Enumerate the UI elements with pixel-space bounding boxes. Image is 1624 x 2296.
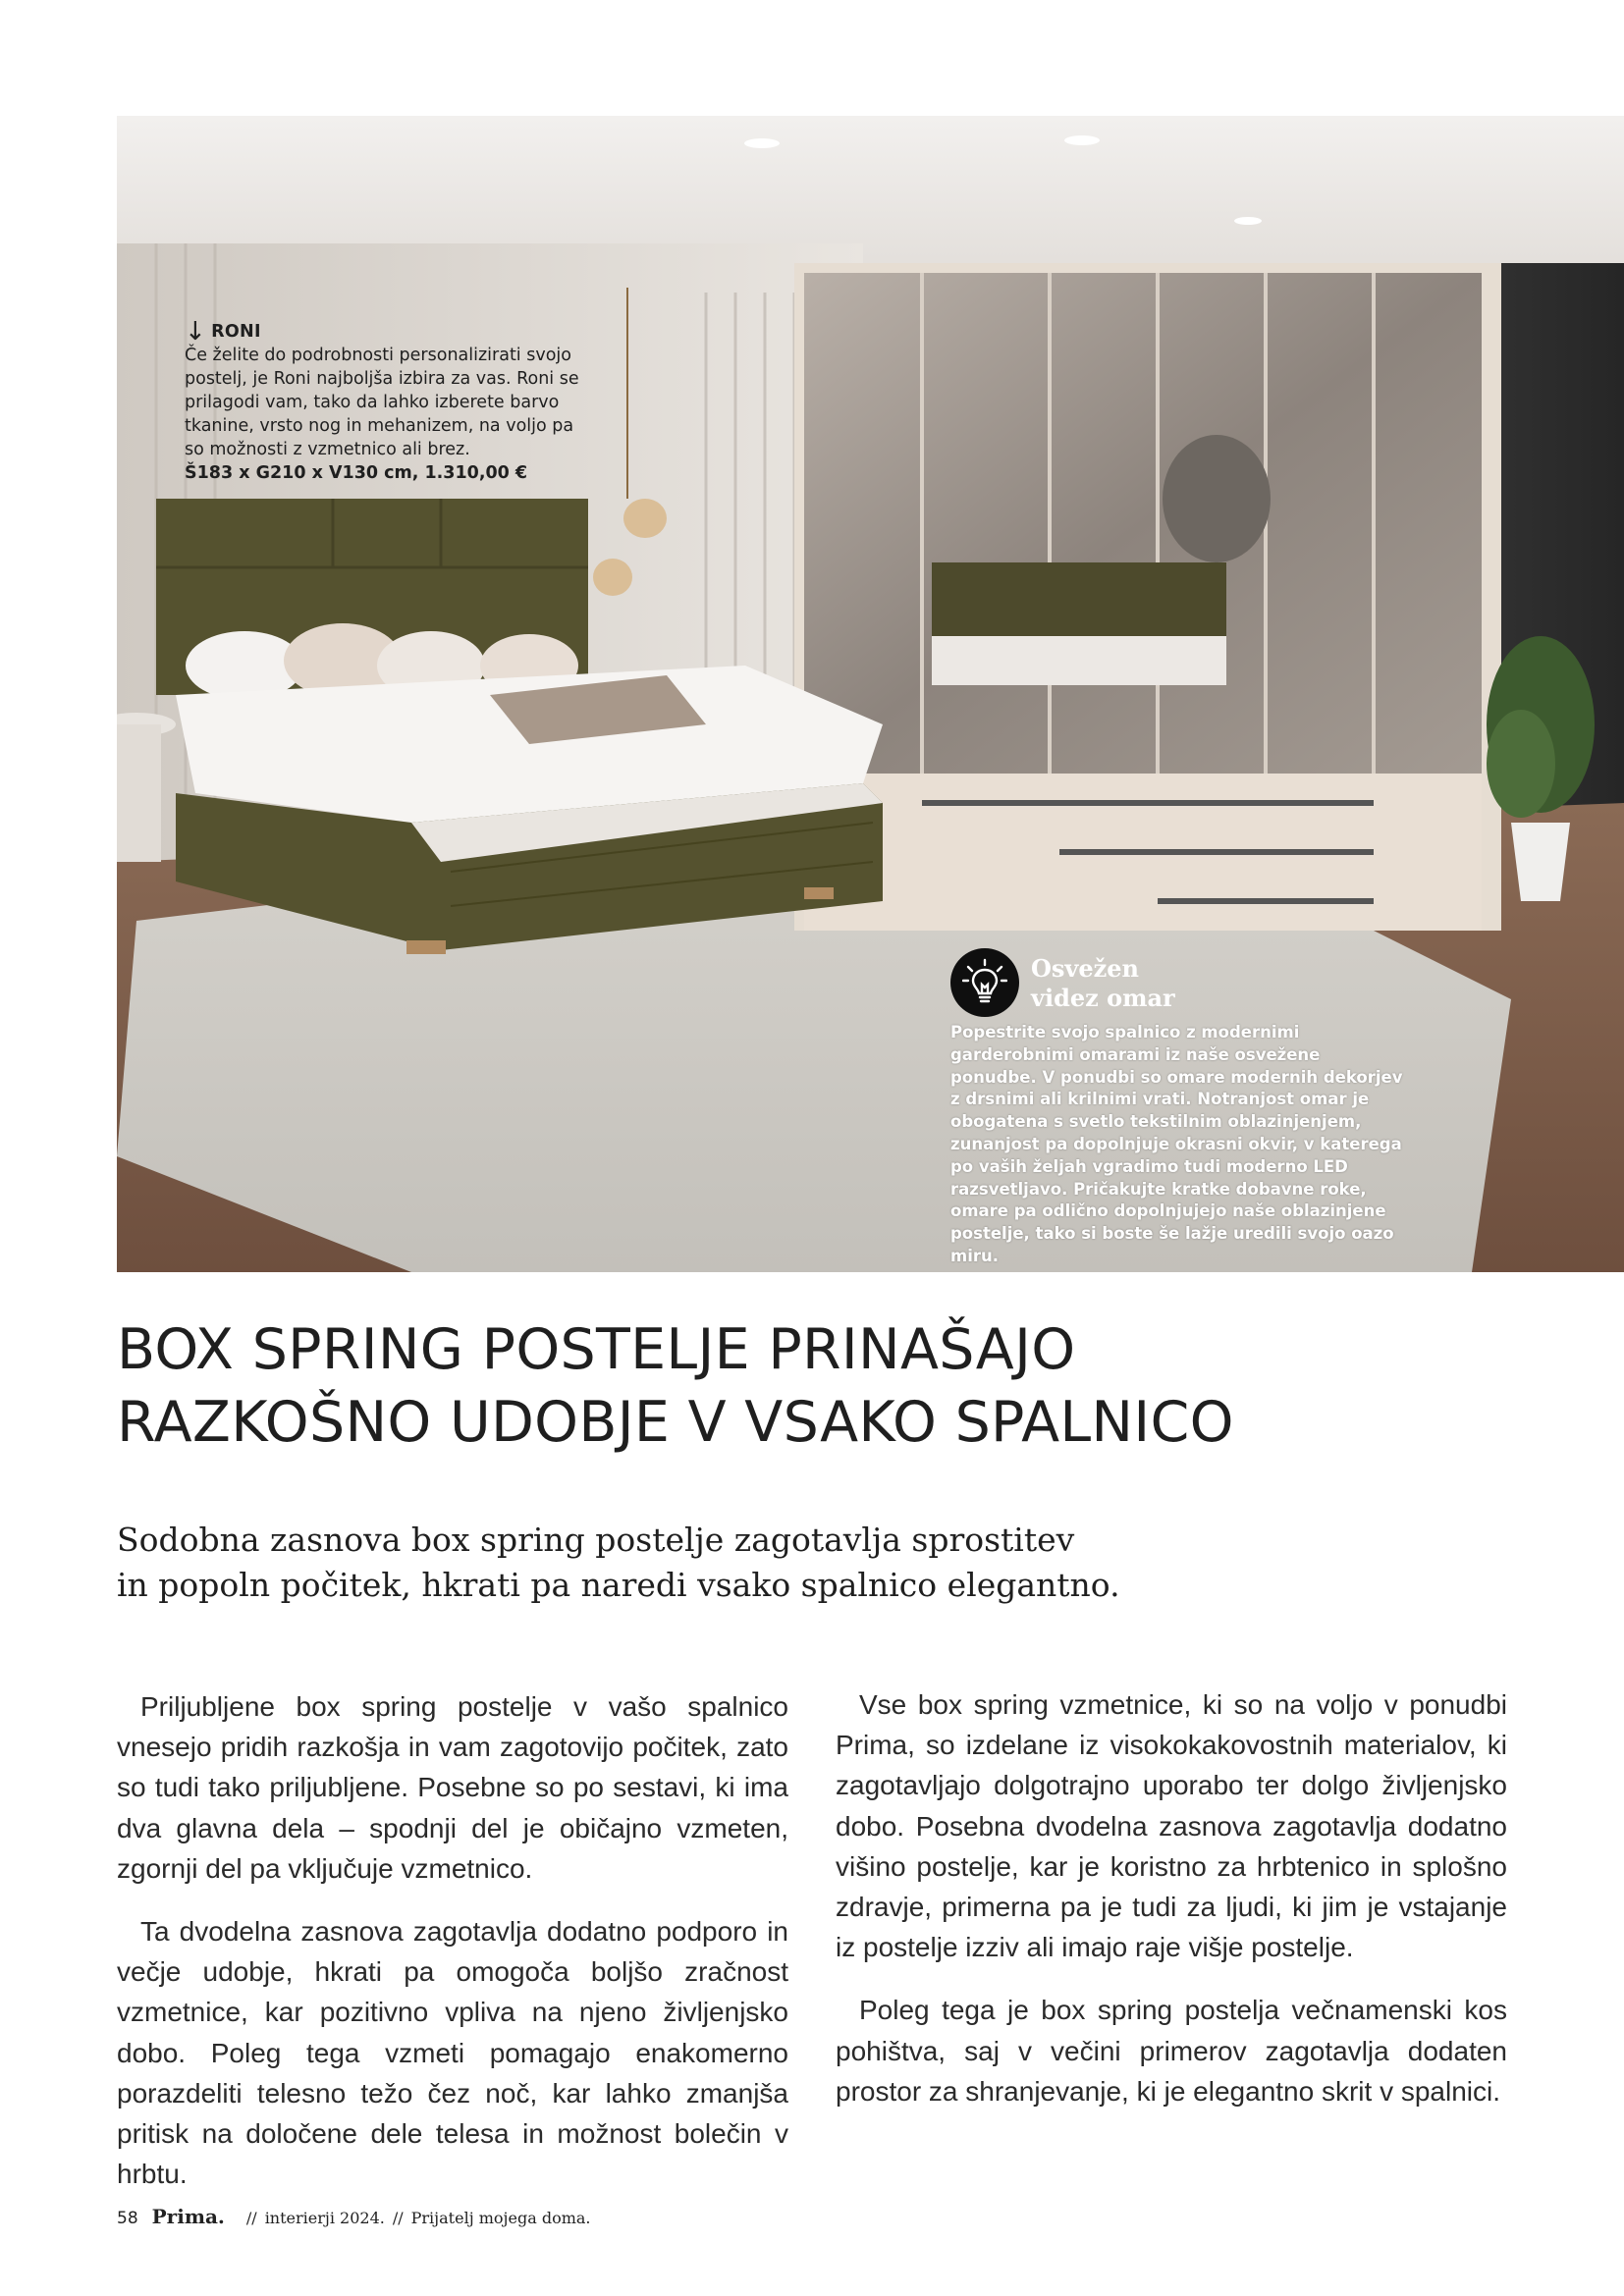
footer-issue: interierji 2024. <box>264 2209 385 2227</box>
headline-line2: RAZKOŠNO UDOBJE V VSAKO SPALNICO <box>117 1390 1234 1455</box>
product-price: Š183 x G210 x V130 cm, 1.310,00 € <box>185 463 528 483</box>
footer-separator: // <box>392 2209 404 2227</box>
product-caption-roni <box>185 317 597 485</box>
body-paragraph: Poleg tega je box spring postelja večnamenski kos pohištva, saj v večini primerov zagotavlja dodaten prostor za shranjevanje, ki je elegantno skrit v spalnici. <box>836 1995 1507 2107</box>
article-lead <box>117 1518 1531 1608</box>
product-name: RONI <box>211 322 261 342</box>
product-description: Če želite do podrobnosti personalizirati svojo postelj, je Roni najboljša izbira za vas. Roni se prilagodi vam, tako da lahko izberete barvo tkanine, vrsto nog in mehanizem, na voljo pa so možnosti z vzmetnico ali brez. <box>185 346 579 459</box>
callout-title-line2: videz omar <box>1031 984 1175 1012</box>
body-paragraph: Priljubljene box spring postelje v vašo spalnico vnesejo pridih razkošja in vam zagotovijo počitek, zato so tudi tako priljubljene. Posebne so po sestavi, ki ima dva glavna dela – spodnji del je običajno vzmeten, zgornji del pa vključuje vzmetnico. <box>117 1691 788 1884</box>
article-headline <box>117 1313 1511 1459</box>
wardrobe-callout <box>950 948 1412 1268</box>
callout-title-line1: Osvežen <box>1031 954 1139 983</box>
callout-title <box>1031 954 1175 1013</box>
arrow-down-icon: ↓ <box>185 317 207 347</box>
headline-line1: BOX SPRING POSTELJE PRINAŠAJO <box>117 1317 1076 1382</box>
body-paragraph: Ta dvodelna zasnova zagotavlja dodatno podporo in večje udobje, hkrati pa omogoča boljšo zračnost vzmetnice, kar pozitivno vpliva na njeno življenjsko dobo. Poleg tega vzmeti pomagajo enakomerno porazdeliti telesno težo čez noč, kar lahko zmanjša pritisk na določene dele telesa in možnost bolečin v hrbtu. <box>117 1916 788 2190</box>
body-column-left <box>117 1686 788 2216</box>
lightbulb-icon <box>950 948 1019 1017</box>
lead-line2: in popoln počitek, hkrati pa naredi vsako spalnico elegantno. <box>117 1566 1120 1604</box>
brand-logo: Prima. <box>151 2205 225 2228</box>
page-number: 58 <box>117 2209 138 2228</box>
page-footer <box>117 2205 591 2228</box>
callout-text: Popestrite svojo spalnico z modernimi garderobnimi omarami iz naše osvežene ponudbe. V ponudbi so omare modernih dekorjev z drsnimi ali krilnimi vrati. Notranjost omar je obogatena s svetlo tekstilnim oblazinjenjem, zunanjost pa dopolnjuje okrasni okvir, v katerega po vaših željah vgradimo tudi moderno LED razsvetljavo. Pričakujte kratke dobavne roke, omare pa odlično dopolnjujejo naše oblazinjene postelje, tako si boste še lažje uredili svojo oazo miru. <box>950 1023 1403 1265</box>
footer-slogan: Prijatelj mojega doma. <box>410 2209 591 2227</box>
body-paragraph: Vse box spring vzmetnice, ki so na voljo v ponudbi Prima, so izdelane iz visokokakovostnih materialov, ki zagotavljajo dolgotrajno uporabo ter dolgo življenjsko dobo. Posebna dvodelna zasnova zagotavlja dodatno višino postelje, kar je koristno za hrbtenico in splošno zdravje, primerna pa je tudi za ljudi, ki jim je vstajanje iz postelje izziv ali imajo raje višje postelje. <box>836 1689 1507 1963</box>
lead-line1: Sodobna zasnova box spring postelje zagotavlja sprostitev <box>117 1521 1075 1559</box>
footer-separator: // <box>245 2209 257 2227</box>
hero-photo <box>117 116 1624 1272</box>
body-column-right <box>836 1684 1507 2134</box>
